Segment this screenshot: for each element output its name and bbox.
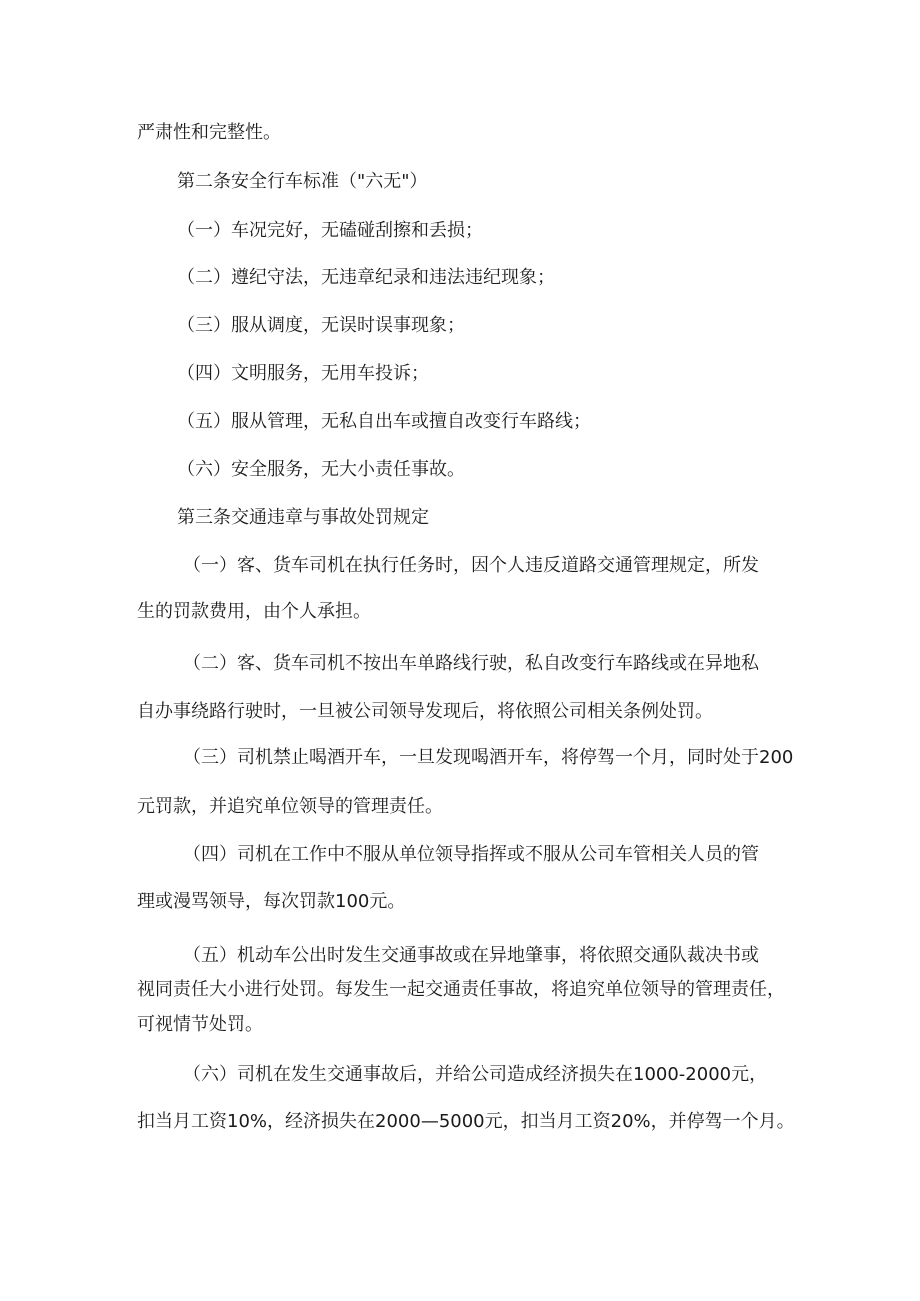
text-line: （一）客、货车司机在执行任务时，因个人违反道路交通管理规定，所发 <box>183 555 759 576</box>
text-line: 元罚款，并追究单位领导的管理责任。 <box>137 796 443 817</box>
text-line: （五）机动车公出时发生交通事故或在异地肇事，将依照交通队裁决书或 <box>183 945 759 966</box>
text-line: 视同责任大小进行处罚。每发生一起交通责任事故，将追究单位领导的管理责任， <box>137 979 785 1000</box>
text-line: 可视情节处罚。 <box>137 1014 263 1035</box>
text-line: （六）司机在发生交通事故后，并给公司造成经济损失在1000-2000元， <box>183 1064 768 1085</box>
text-line: （二）遵纪守法，无违章纪录和违法违纪现象； <box>177 267 555 288</box>
text-line: （三）司机禁止喝酒开车，一旦发现喝酒开车，将停驾一个月，同时处于200 <box>183 747 794 768</box>
text-line: 理或漫骂领导，每次罚款100元。 <box>137 891 406 912</box>
article-heading: 第三条交通违章与事故处罚规定 <box>177 507 429 528</box>
text-line: 扣当月工资10%，经济损失在2000—5000元，扣当月工资20%，并停驾一个月。 <box>137 1111 795 1132</box>
text-line: 生的罚款费用，由个人承担。 <box>137 601 371 622</box>
text-line: （四）司机在工作中不服从单位领导指挥或不服从公司车管相关人员的管 <box>183 844 759 865</box>
text-line: （三）服从调度，无误时误事现象； <box>177 315 465 336</box>
text-line: （四）文明服务，无用车投诉； <box>177 363 429 384</box>
text-line: （五）服从管理，无私自出车或擅自改变行车路线； <box>177 411 591 432</box>
text-line: 严肃性和完整性。 <box>137 122 281 143</box>
text-line: 自办事绕路行驶时，一旦被公司领导发现后，将依照公司相关条例处罚。 <box>137 701 713 722</box>
text-line: （一）车况完好，无磕碰刮擦和丢损； <box>177 220 483 241</box>
article-heading: 第二条安全行车标准（"六无"） <box>177 171 428 192</box>
text-line: （二）客、货车司机不按出车单路线行驶，私自改变行车路线或在异地私 <box>183 653 759 674</box>
text-line: （六）安全服务，无大小责任事故。 <box>177 459 465 480</box>
